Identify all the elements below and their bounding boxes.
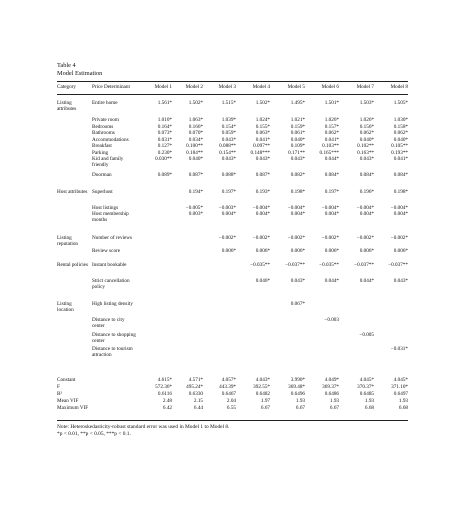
table-cell: −0.004* — [356, 205, 374, 211]
table-cell: 1.039* — [221, 117, 236, 123]
statistic-label: R² — [57, 391, 63, 397]
table-cell: 1.010* — [157, 117, 172, 123]
statistic-cell: 0.6486 — [324, 391, 339, 397]
table-cell: 0.043* — [255, 156, 270, 162]
table-cell: 0.043* — [221, 156, 236, 162]
header-model-3: Model 3 — [218, 84, 236, 90]
table-cell: 0.041* — [324, 137, 339, 143]
table-cell: 1.502* — [188, 100, 203, 106]
table-cell: 0.197* — [324, 189, 339, 195]
category-reputation: Listing reputation — [57, 235, 79, 247]
statistic-cell: 6.42 — [162, 405, 172, 411]
statistic-cell: 4.045* — [359, 377, 374, 383]
statistic-cell: 4.043* — [255, 377, 270, 383]
table-cell: 0.030** — [155, 156, 172, 162]
table-cell: 0.166* — [188, 124, 203, 130]
statistic-cell: 2.15 — [193, 398, 203, 404]
price-determinant-label: Kid and family friendly — [92, 156, 124, 168]
statistic-cell: 0.6467 — [221, 391, 236, 397]
table-cell: 0.006* — [324, 248, 339, 254]
table-cell: 0.156* — [359, 124, 374, 130]
table-cell: 0.087* — [188, 172, 203, 178]
table-cell: 0.088** — [219, 143, 236, 149]
price-determinant-label: Bedrooms — [92, 124, 114, 130]
table-cell: 0.043* — [290, 156, 305, 162]
table-cell: 0.004* — [221, 211, 236, 217]
statistic-cell: 6.67 — [260, 405, 270, 411]
table-cell: 0.109* — [290, 143, 305, 149]
header-model-4: Model 4 — [252, 84, 270, 90]
table-cell: 0.084* — [359, 172, 374, 178]
table-cell: 0.043* — [393, 278, 408, 284]
table-cell: 0.043* — [221, 137, 236, 143]
statistic-cell: 0.6330 — [188, 391, 203, 397]
table-cell: 1.515* — [221, 100, 236, 106]
price-determinant-label: Strict cancellation policy — [92, 278, 130, 290]
statistic-label: F — [57, 384, 60, 390]
category-rental: Rental policies — [57, 262, 88, 268]
table-cell: 1.063* — [188, 117, 203, 123]
table-cell: 0.097** — [253, 143, 270, 149]
table-cell: 0.184** — [186, 150, 203, 156]
table-cell: 0.006* — [255, 248, 270, 254]
table-cell: 0.230* — [157, 150, 172, 156]
table-cell: 0.155* — [255, 124, 270, 130]
table-cell: 0.040* — [393, 137, 408, 143]
table-cell: 0.044* — [324, 156, 339, 162]
table-cell: 0.046* — [255, 278, 270, 284]
table-cell: 0.067* — [290, 301, 305, 307]
top-rule — [57, 81, 408, 82]
table-cell: 0.197* — [221, 189, 236, 195]
table-cell: −0.003 — [324, 317, 339, 323]
table-cell: 0.006* — [359, 248, 374, 254]
table-cell: 0.062* — [359, 130, 374, 136]
table-cell: 0.148*** — [250, 150, 270, 156]
statistic-cell: 4.045* — [393, 377, 408, 383]
table-cell: 0.157* — [324, 124, 339, 130]
table-cell: 1.505* — [393, 100, 408, 106]
statistic-cell: 572.36* — [155, 384, 172, 390]
table-cell: −0.003* — [218, 205, 236, 211]
table-cell: 0.004* — [359, 211, 374, 217]
table-title — [57, 62, 102, 78]
statistic-cell: 4.571* — [188, 377, 203, 383]
table-cell: 0.006* — [221, 248, 236, 254]
table-cell: 0.006* — [290, 248, 305, 254]
statistic-cell: 0.6116 — [157, 391, 172, 397]
table-cell: 1.502* — [255, 100, 270, 106]
table-cell: 0.163** — [357, 150, 374, 156]
table-cell: 0.070* — [188, 130, 203, 136]
price-determinant-label: Private room — [92, 117, 119, 123]
table-cell: 0.198* — [290, 189, 305, 195]
table-cell: 0.082* — [290, 172, 305, 178]
category-listing: Listing attributes — [57, 100, 77, 112]
statistic-cell: 0.6496 — [290, 391, 305, 397]
table-cell: 0.044* — [359, 278, 374, 284]
statistic-cell: 371.10* — [391, 384, 408, 390]
table-cell: 0.193** — [391, 150, 408, 156]
statistic-cell: 370.37* — [357, 384, 374, 390]
header-model-1: Model 1 — [154, 84, 172, 90]
statistic-cell: 392.55* — [253, 384, 270, 390]
table-cell: 0.154* — [221, 124, 236, 130]
price-determinant-label: Review score — [92, 248, 121, 254]
table-cell: 0.041* — [393, 156, 408, 162]
table-cell: 0.194* — [188, 189, 203, 195]
price-determinant-label: Superhost — [92, 189, 113, 195]
statistic-cell: 6.67 — [329, 405, 339, 411]
table-cell: −0.004* — [321, 205, 339, 211]
statistic-cell: 1.93 — [329, 398, 339, 404]
table-cell: 0.084* — [393, 172, 408, 178]
table-cell: 0.040* — [188, 156, 203, 162]
header-model-7: Model 7 — [356, 84, 374, 90]
table-cell: 0.127* — [157, 143, 172, 149]
table-cell: 0.088* — [221, 172, 236, 178]
table-cell: 0.100** — [186, 143, 203, 149]
statistic-cell: 1.93 — [295, 398, 305, 404]
table-cell: 0.062* — [393, 130, 408, 136]
table-cell: 1.030* — [393, 117, 408, 123]
table-cell: 0.193* — [255, 189, 270, 195]
table-cell: −0.002* — [218, 235, 236, 241]
table-cell: 0.004* — [324, 211, 339, 217]
table-cell: 0.103** — [322, 143, 339, 149]
statistic-cell: 0.6482 — [255, 391, 270, 397]
table-cell: 1.026* — [324, 117, 339, 123]
price-determinant-label: Distance to tourism attraction — [92, 346, 133, 358]
price-determinant-label: Entire home — [92, 100, 118, 106]
table-cell: 0.061* — [290, 130, 305, 136]
table-caption: Model Estimation — [57, 70, 103, 77]
statistic-cell: 6.44 — [193, 405, 203, 411]
header-model-2: Model 2 — [185, 84, 203, 90]
price-determinant-label: Distance to city center — [92, 317, 125, 329]
table-cell: −0.002* — [287, 235, 305, 241]
statistic-cell: 2.04 — [226, 398, 236, 404]
table-cell: 0.063* — [255, 130, 270, 136]
statistic-cell: 6.68 — [398, 405, 408, 411]
table-cell: −0.035** — [250, 262, 270, 268]
category-location: Listing location — [57, 301, 74, 313]
table-cell: −0.002* — [390, 235, 408, 241]
table-cell: −0.037** — [285, 262, 305, 268]
header-category: Category — [57, 84, 77, 90]
table-cell: 0.041* — [255, 137, 270, 143]
price-determinant-label: High listing density — [92, 301, 133, 307]
table-cell: 0.004* — [393, 211, 408, 217]
table-note: Note: Heteroskedasticity-robust standard error was used in Model 1 to Model 8. — [57, 424, 230, 430]
table-cell: −0.005* — [185, 205, 203, 211]
significance-note: *p < 0.01, **p < 0.05, ***p < 0.1. — [57, 431, 131, 437]
statistic-cell: 4.049* — [324, 377, 339, 383]
table-cell: 0.171** — [288, 150, 305, 156]
table-cell: −0.002* — [356, 235, 374, 241]
statistic-cell: 443.39* — [219, 384, 236, 390]
statistic-cell: 4.057* — [221, 377, 236, 383]
table-cell: −0.037** — [388, 262, 408, 268]
header-rule — [57, 94, 408, 95]
price-determinant-label: Accommodations — [92, 137, 129, 143]
table-cell: 0.102** — [357, 143, 374, 149]
table-cell: −0.004* — [287, 205, 305, 211]
statistic-cell: 0.6497 — [393, 391, 408, 397]
price-determinant-label: Host listings — [92, 205, 119, 211]
statistic-cell: 1.97 — [260, 398, 270, 404]
table-cell: −0.002* — [252, 235, 270, 241]
table-cell: −0.005 — [359, 332, 374, 338]
table-cell: 0.073* — [157, 130, 172, 136]
statistic-cell: 495.24* — [186, 384, 203, 390]
table-cell: 0.004* — [255, 211, 270, 217]
statistic-cell: 6.55 — [226, 405, 236, 411]
table-cell: 0.031* — [157, 137, 172, 143]
table-cell: 0.084* — [324, 172, 339, 178]
table-cell: 0.164* — [157, 124, 172, 130]
table-cell: 0.062* — [324, 130, 339, 136]
table-cell: 0.006* — [393, 248, 408, 254]
price-determinant-label: Bathrooms — [92, 130, 115, 136]
table-cell: −0.035** — [319, 262, 339, 268]
header-price-determinant: Price Determinant — [92, 84, 130, 90]
statistic-cell: 6.67 — [295, 405, 305, 411]
price-determinant-label: Parking — [92, 150, 109, 156]
table-cell: 1.503* — [359, 100, 374, 106]
table-number: Table 4 — [57, 62, 76, 69]
table-cell: 1.561* — [157, 100, 172, 106]
table-cell: 0.158* — [393, 124, 408, 130]
statistic-cell: 3.990* — [290, 377, 305, 383]
table-cell: −0.004* — [252, 205, 270, 211]
statistic-label: Mean VIF — [57, 398, 79, 404]
table-cell: 0.003* — [188, 211, 203, 217]
statistic-cell: 4.615* — [157, 377, 172, 383]
statistic-label: Maximum VIF — [57, 405, 89, 411]
statistic-cell: 2.48 — [162, 398, 172, 404]
table-cell: 0.154** — [219, 150, 236, 156]
table-cell: 0.198* — [393, 189, 408, 195]
table-cell: 0.040* — [290, 137, 305, 143]
statistic-cell: 1.93 — [364, 398, 374, 404]
table-cell: 1.026* — [359, 117, 374, 123]
table-cell: 0.034* — [188, 137, 203, 143]
price-determinant-label: Distance to shopping center — [92, 332, 136, 344]
price-determinant-label: Doorman — [92, 172, 112, 178]
table-cell: 1.501* — [324, 100, 339, 106]
statistic-cell: 6.68 — [364, 405, 374, 411]
table-cell: 0.040* — [359, 137, 374, 143]
price-determinant-label: Instant bookable — [92, 262, 127, 268]
table-cell: 0.043* — [359, 156, 374, 162]
table-cell: 0.004* — [290, 211, 305, 217]
header-model-5: Model 5 — [287, 84, 305, 90]
table-cell: 0.165*** — [319, 150, 339, 156]
table-cell: 0.089* — [157, 172, 172, 178]
table-cell: −0.002* — [321, 235, 339, 241]
table-cell: −0.037** — [354, 262, 374, 268]
table-cell: 1.495* — [290, 100, 305, 106]
category-host: Host attributes — [57, 189, 88, 195]
table-cell: 0.044* — [324, 278, 339, 284]
table-cell: −0.031* — [390, 346, 408, 352]
bottom-rule — [57, 420, 408, 421]
header-model-8: Model 8 — [390, 84, 408, 90]
table-cell: −0.004* — [390, 205, 408, 211]
statistic-cell: 0.6485 — [359, 391, 374, 397]
statistic-label: Constant — [57, 377, 76, 383]
price-determinant-label: Breakfast — [92, 143, 112, 149]
price-determinant-label: Number of reviews — [92, 235, 133, 241]
table-cell: 0.196* — [359, 189, 374, 195]
table-cell: 1.021* — [290, 117, 305, 123]
statistic-cell: 1.93 — [398, 398, 408, 404]
table-cell: 0.087* — [255, 172, 270, 178]
table-cell: 1.024* — [255, 117, 270, 123]
statistic-cell: 369.37* — [322, 384, 339, 390]
statistic-cell: 369.48* — [288, 384, 305, 390]
table-cell: 0.159* — [290, 124, 305, 130]
table-cell: 0.059* — [221, 130, 236, 136]
table-cell: 0.043* — [290, 278, 305, 284]
price-determinant-label: Host membership months — [92, 211, 129, 223]
header-model-6: Model 6 — [321, 84, 339, 90]
table-cell: 0.105** — [391, 143, 408, 149]
